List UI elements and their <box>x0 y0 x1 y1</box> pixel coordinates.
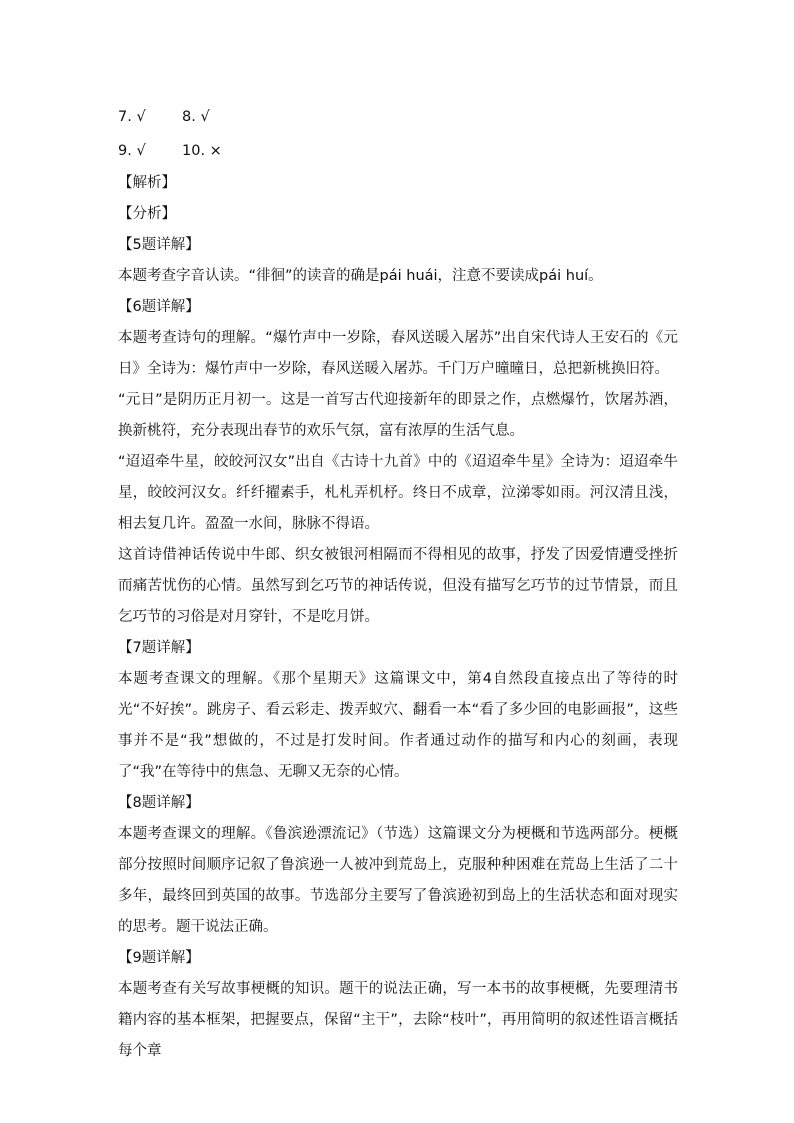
answer-9: 9. √ <box>118 143 146 159</box>
q8-paragraph: 本题考查课文的理解。《鲁滨逊漂流记》（节选）这篇课文分为梗概和节选两部分。梗概部分按照时间顺序记叙了鲁滨逊一人被冲到荒岛上，克服种种困难在荒岛上生活了二十多年，最终回到英国的故事。节选部分主要写了鲁滨逊初到岛上的生活状态和面对现实的思考。题干说法正确。 <box>118 826 678 935</box>
q6-paragraph-4: 这首诗借神话传说中牛郎、织女被银河相隔而不得相见的故事，抒发了因爱情遭受挫折而痛苦忧伤的心情。虽然写到乞巧节的神话传说，但没有描写乞巧节的过节情景，而且乞巧节的习俗是对月穿针，不是吃月饼。 <box>118 547 678 625</box>
heading-q6: 【6题详解】 <box>118 299 200 315</box>
answer-7: 7. √ <box>118 109 146 125</box>
heading-breakdown: 【分析】 <box>118 206 176 222</box>
heading-q9: 【9题详解】 <box>118 950 200 966</box>
answer-row <box>118 100 678 134</box>
answer-8: 8. √ <box>182 109 210 125</box>
q7-paragraph: 本题考查课文的理解。《那个星期天》这篇课文中，第4自然段直接点出了等待的时光“不好挨”。跳房子、看云彩走、拨弄蚁穴、翻看一本“看了多少回的电影画报”，这些事并不是“我”想做的，不过是打发时间。作者通过动作的描写和内心的刻画，表现了“我”在等待中的焦急、无聊又无奈的心情。 <box>118 671 678 780</box>
heading-q8: 【8题详解】 <box>118 795 200 811</box>
q6-paragraph-3: “迢迢牵牛星，皎皎河汉女”出自《古诗十九首》中的《迢迢牵牛星》全诗为：迢迢牵牛星，皎皎河汉女。纤纤擢素手，札札弄机杼。终日不成章，泣涕零如雨。河汉清且浅，相去复几许。盈盈一水间，脉脉不得语。 <box>118 454 678 532</box>
q9-paragraph: 本题考查有关写故事梗概的知识。题干的说法正确，写一本书的故事梗概，先要理清书籍内容的基本框架，把握要点，保留“主干”，去除“枝叶”，再用简明的叙述性语言概括每个章 <box>118 981 678 1059</box>
answer-document <box>118 100 678 1067</box>
answer-row <box>118 134 678 168</box>
answer-10: 10. × <box>182 143 222 159</box>
q6-paragraph-1: 本题考查诗句的理解。“爆竹声中一岁除，春风送暖入屠苏”出自宋代诗人王安石的《元日》全诗为：爆竹声中一岁除，春风送暖入屠苏。千门万户曈曈日，总把新桃换旧符。 <box>118 330 678 377</box>
q5-paragraph: 本题考查字音认读。“徘徊”的读音的确是pái huái，注意不要读成pái huí。 <box>118 268 603 284</box>
heading-analysis: 【解析】 <box>118 175 176 191</box>
heading-q5: 【5题详解】 <box>118 237 200 253</box>
q6-paragraph-2: “元日”是阴历正月初一。这是一首写古代迎接新年的即景之作，点燃爆竹，饮屠苏酒，换新桃符，充分表现出春节的欢乐气氛，富有浓厚的生活气息。 <box>118 392 678 439</box>
heading-q7: 【7题详解】 <box>118 640 200 656</box>
